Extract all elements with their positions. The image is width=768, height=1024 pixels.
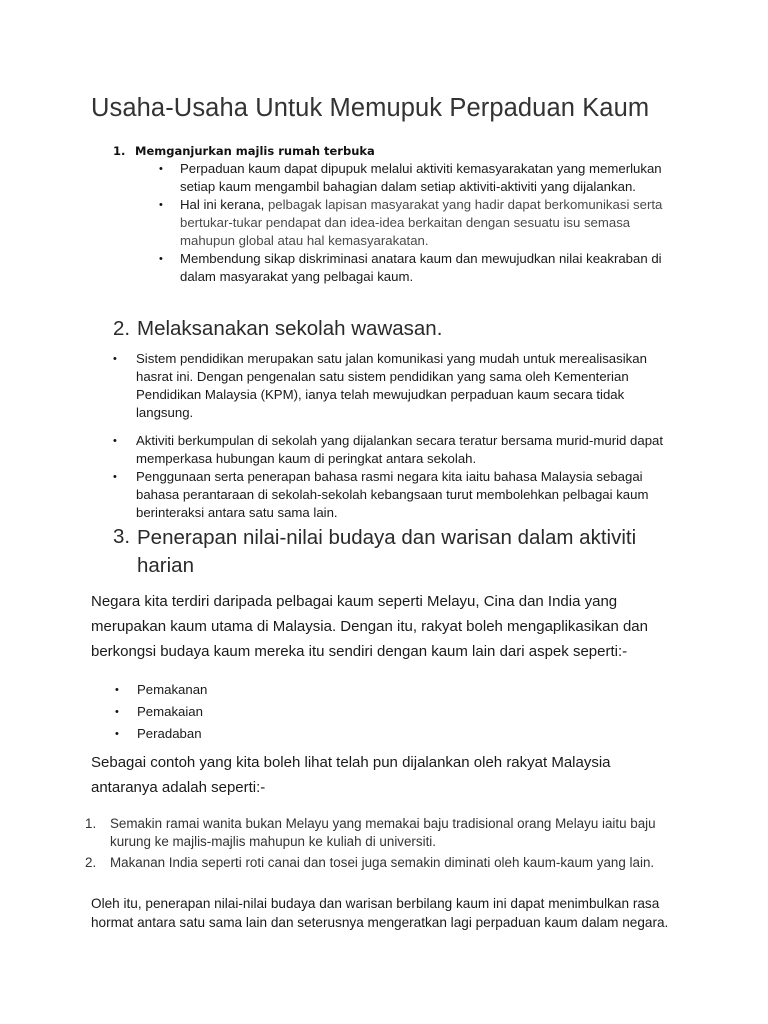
bullet-icon: • (115, 728, 119, 740)
bullet-icon: • (159, 253, 163, 265)
aspect-label: Pemakanan (137, 682, 208, 697)
section-3-intro: Negara kita terdiri daripada pelbagai kaum seperti Melayu, Cina dan India yang merupakan kaum utama di Malaysia. Dengan itu, rakyat boleh mengaplikasikan dan berkongsi budaya kaum mereka itu sendiri dengan kaum lain dari aspek seperti:- (91, 593, 648, 660)
list-item (159, 196, 680, 250)
bullet-icon: • (113, 435, 117, 447)
list-item (85, 854, 680, 872)
list-item (115, 723, 437, 745)
section-3-number: 3. (113, 525, 131, 548)
bullet-icon: • (115, 706, 119, 718)
list-item-text: Aktiviti berkumpulan di sekolah yang dijalankan secara teratur bersama murid-murid dapat memperkasa hubungan kaum di peringkat antara sekolah. (136, 433, 664, 466)
list-item-text: Perpaduan kaum dapat dipupuk melalui aktiviti kemasyarakatan yang memerlukan setiap kaum mengambil bahagian dalam setiap aktiviti-aktiviti yang dijalankan. (180, 161, 662, 194)
bullet-icon: • (113, 353, 117, 365)
bullet-icon: • (159, 163, 163, 175)
list-item-text-continued: pelbagak lapisan masyarakat yang hadir dapat berkomunikasi serta bertukar-tukar pendapat dan idea-idea berkaitan dengan sesuatu isu semasa mahupun global atau hal kemasyarakatan. (180, 197, 663, 248)
list-item-text: Membendung sikap diskriminasi anatara kaum dan mewujudkan nilai keakraban di dalam masyarakat yang pelbagai kaum. (180, 251, 662, 284)
list-item (85, 815, 680, 851)
section-3-heading (113, 524, 713, 580)
bullet-icon: • (159, 199, 163, 211)
section-3-heading-text: Penerapan nilai-nilai budaya dan warisan dalam aktiviti harian (137, 526, 637, 577)
section-1-heading (113, 144, 375, 158)
section-2-list-b (113, 432, 676, 522)
section-2-number: 2. (113, 317, 131, 340)
section-1-heading-text: Memganjurkan majlis rumah terbuka (135, 144, 375, 158)
aspect-label: Peradaban (137, 726, 202, 741)
aspect-label: Pemakaian (137, 704, 203, 719)
list-item-text: Penggunaan serta penerapan bahasa rasmi negara kita iaitu bahasa Malaysia sebagai bahasa perantaraan di sekolah-sekolah kebangsaan turut membolehkan pelbagai kaum berinteraksi antara satu sama lain. (136, 469, 649, 520)
bullet-icon: • (113, 471, 117, 483)
section-3-conclusion: Oleh itu, penerapan nilai-nilai budaya dan warisan berbilang kaum ini dapat menimbulkan rasa hormat antara satu sama lain dan seterusnya mengeratkan lagi perpaduan kaum dalam negara. (91, 896, 669, 930)
aspect-list (115, 679, 437, 745)
example-number: 2. (85, 855, 97, 870)
list-item (113, 350, 676, 422)
list-item (113, 432, 676, 468)
bullet-icon: • (115, 684, 119, 696)
list-item (113, 468, 676, 522)
section-1-number: 1. (113, 144, 126, 158)
list-item (115, 679, 437, 701)
section-1-list (159, 160, 680, 286)
example-text: Makanan India seperti roti canai dan tosei juga semakin diminati oleh kaum-kaum yang lain. (110, 855, 655, 870)
section-2-list-a (113, 350, 676, 422)
list-item (115, 701, 437, 723)
section-2-heading-text: Melaksanakan sekolah wawasan. (137, 317, 443, 340)
example-list (85, 815, 680, 872)
list-item (159, 250, 680, 286)
list-item-text: Sistem pendidikan merupakan satu jalan komunikasi yang mudah untuk merealisasikan hasrat ini. Dengan pengenalan satu sistem pendidikan yang sama oleh Kementerian Pendidikan Malaysia (KPM), ianya telah mewujudkan perpaduan kaum secara tidak langsung. (136, 351, 647, 420)
page-title: Usaha-Usaha Untuk Memupuk Perpaduan Kaum (91, 94, 650, 122)
section-2-heading (113, 316, 442, 342)
list-item (159, 160, 680, 196)
example-text: Semakin ramai wanita bukan Melayu yang memakai baju tradisional orang Melayu iaitu baju kurung ke majlis-majlis mahupun ke kuliah di universiti. (110, 816, 656, 849)
list-item-text: Hal ini kerana, (180, 197, 265, 212)
section-3-example-intro: Sebagai contoh yang kita boleh lihat telah pun dijalankan oleh rakyat Malaysia antaranya adalah seperti:- (91, 754, 611, 796)
example-number: 1. (85, 816, 97, 831)
